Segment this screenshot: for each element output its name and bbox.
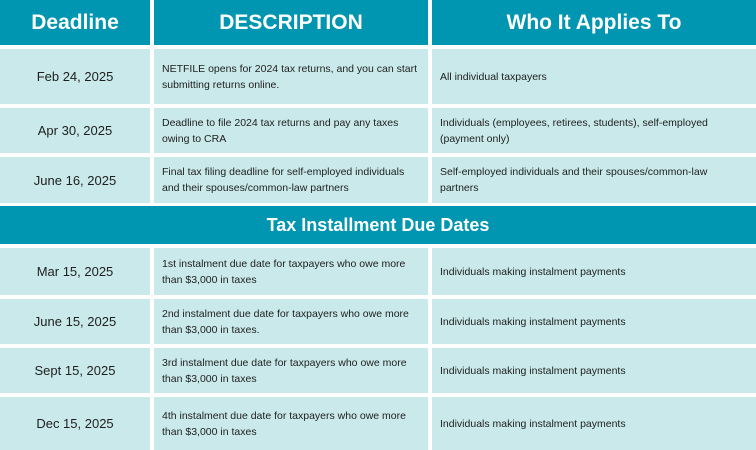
table-row-applies-to: Individuals (employees, retirees, students), self-employed (payment only) — [432, 108, 756, 153]
installment-row-description: 3rd instalment due date for taxpayers who owe more than $3,000 in taxes — [154, 348, 428, 393]
installment-row-applies-to: Individuals making instalment payments — [432, 248, 756, 295]
installment-row-deadline: June 15, 2025 — [0, 299, 150, 344]
installment-row-description: 2nd instalment due date for taxpayers who owe more than $3,000 in taxes. — [154, 299, 428, 344]
installment-row-description: 4th instalment due date for taxpayers who owe more than $3,000 in taxes — [154, 397, 428, 450]
section-title-installments: Tax Installment Due Dates — [0, 206, 756, 244]
column-header-deadline: Deadline — [0, 0, 150, 45]
table-row-applies-to: All individual taxpayers — [432, 49, 756, 104]
installment-row-deadline: Dec 15, 2025 — [0, 397, 150, 450]
installment-row-applies-to: Individuals making instalment payments — [432, 299, 756, 344]
table-row-deadline: Apr 30, 2025 — [0, 108, 150, 153]
table-row-description: Final tax filing deadline for self-employed individuals and their spouses/common-law partners — [154, 157, 428, 203]
installment-row-applies-to: Individuals making instalment payments — [432, 397, 756, 450]
table-row-description: NETFILE opens for 2024 tax returns, and you can start submitting returns online. — [154, 49, 428, 104]
column-header-description: DESCRIPTION — [154, 0, 428, 45]
installment-row-deadline: Sept 15, 2025 — [0, 348, 150, 393]
installment-row-deadline: Mar 15, 2025 — [0, 248, 150, 295]
installment-row-applies-to: Individuals making instalment payments — [432, 348, 756, 393]
column-header-applies-to: Who It Applies To — [432, 0, 756, 45]
installment-row-description: 1st instalment due date for taxpayers who owe more than $3,000 in taxes — [154, 248, 428, 295]
table-row-deadline: June 16, 2025 — [0, 157, 150, 203]
table-row-applies-to: Self-employed individuals and their spouses/common-law partners — [432, 157, 756, 203]
table-row-deadline: Feb 24, 2025 — [0, 49, 150, 104]
table-row-description: Deadline to file 2024 tax returns and pay any taxes owing to CRA — [154, 108, 428, 153]
